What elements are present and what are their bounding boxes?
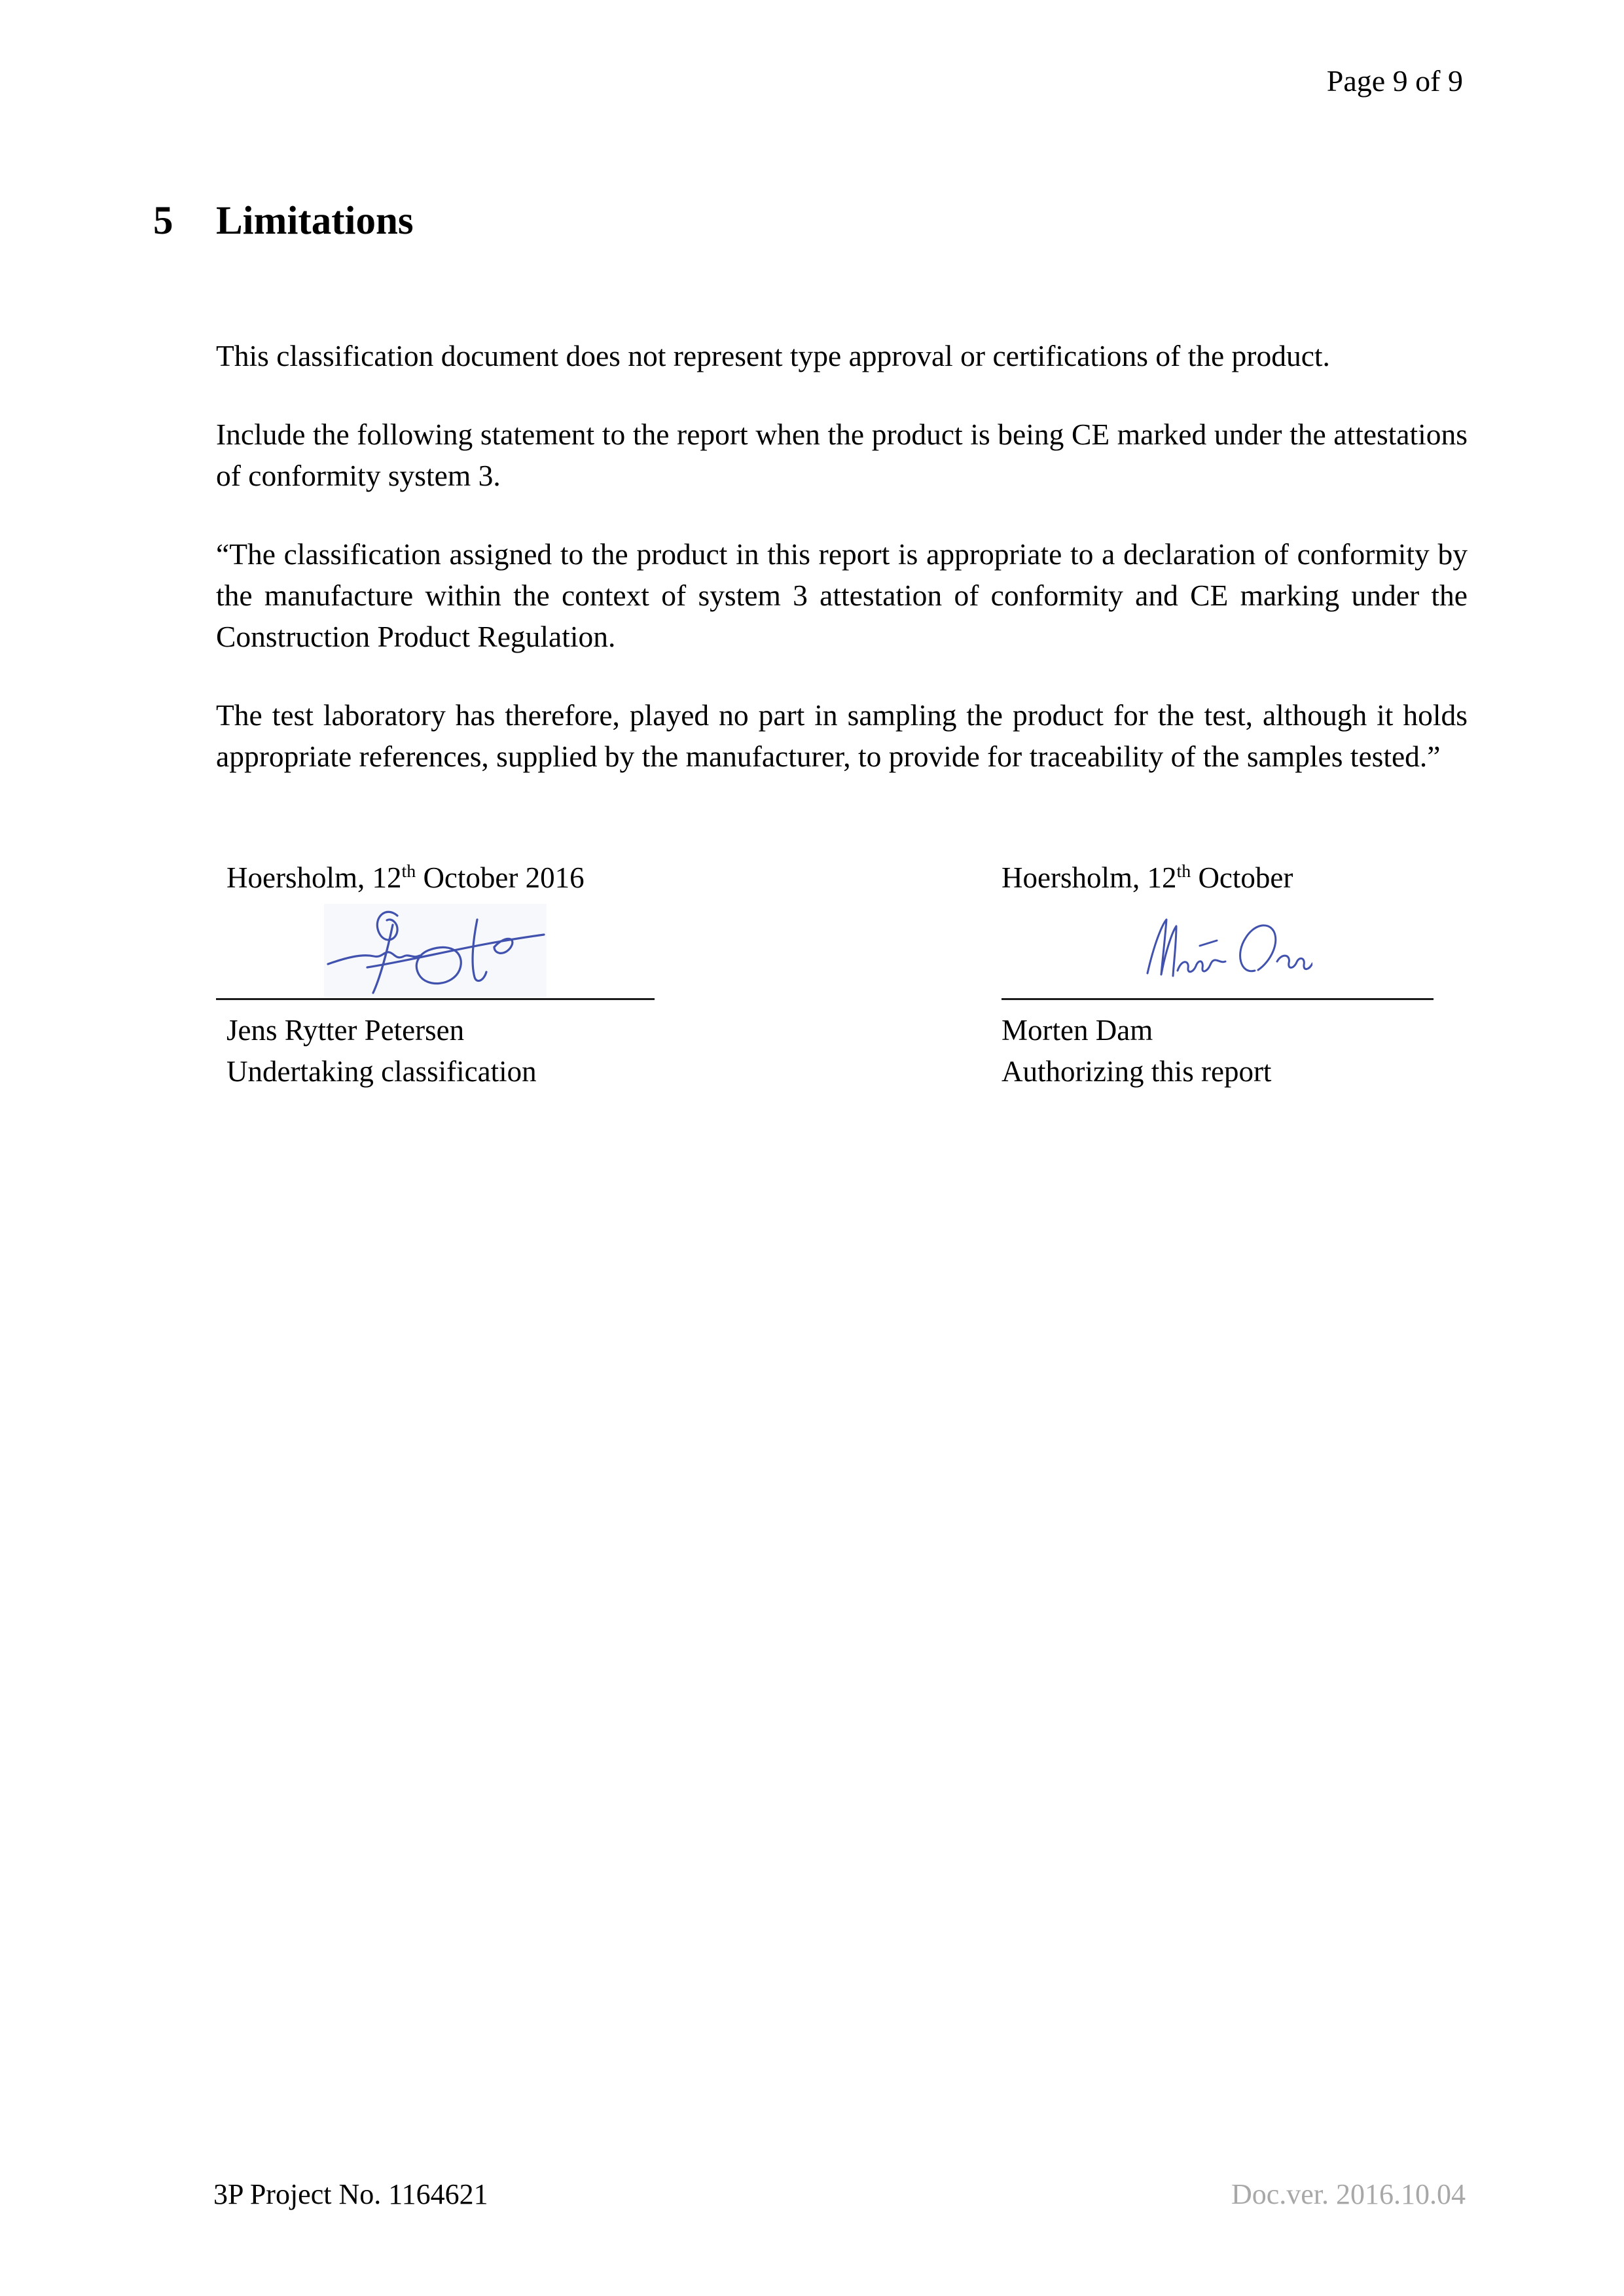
paragraph-type-approval: This classification document does not represent type approval or certifications of the product. [216,339,1330,372]
paragraph-test-laboratory: The test laboratory has therefore, played no part in sampling the product for the test, although it holds appropriate references, supplied by the manufacturer, to provide for traceability of the samples tested.” [216,698,1468,773]
signature-section [216,857,1434,1087]
section-number: 5 [153,199,173,243]
signature-block-left [216,857,655,1087]
body-text [216,335,1468,814]
signatory-name-left: Jens Rytter Petersen [226,1014,465,1047]
date-ordinal-right: th [1176,861,1191,882]
signature-image-area-right [1001,899,1434,998]
signature-place-left: Hoersholm, 12 [226,861,402,894]
signature-image-area-left [216,899,655,998]
signature-date-left [216,857,655,899]
signature-block-right [1001,857,1434,1087]
section-title: Limitations [216,199,414,243]
section-heading [153,198,1468,244]
handwritten-signature-left [324,904,547,997]
paragraph-classification-quote: “The classification assigned to the product in this report is appropriate to a declaration of conformity by the manufacture within the context of system 3 attestation of conformity and CE marking under the Construction Product Regulation. [216,537,1468,653]
signatory-name-right: Morten Dam [1001,1014,1153,1047]
handwritten-signature-right [1130,912,1312,985]
page-number: Page 9 of 9 [1326,64,1463,98]
signature-date-rest-right: October [1191,861,1293,894]
signatory-role-left: Undertaking classification [226,1055,537,1088]
signature-line-left [216,998,655,1000]
page-footer [213,2178,1466,2212]
signature-place-right: Hoersholm, 12 [1001,861,1177,894]
signature-date-rest-left: October 2016 [416,861,585,894]
footer-project-number: 3P Project No. 1164621 [213,2178,488,2210]
date-ordinal-left: th [401,861,416,882]
footer-doc-version: Doc.ver. 2016.10.04 [1231,2178,1466,2210]
signatory-role-right: Authorizing this report [1001,1055,1272,1088]
signature-line-right [1001,998,1434,1000]
signature-date-right [1001,857,1434,899]
paragraph-ce-statement: Include the following statement to the report when the product is being CE marked under the attestations of conformity system 3. [216,418,1468,492]
